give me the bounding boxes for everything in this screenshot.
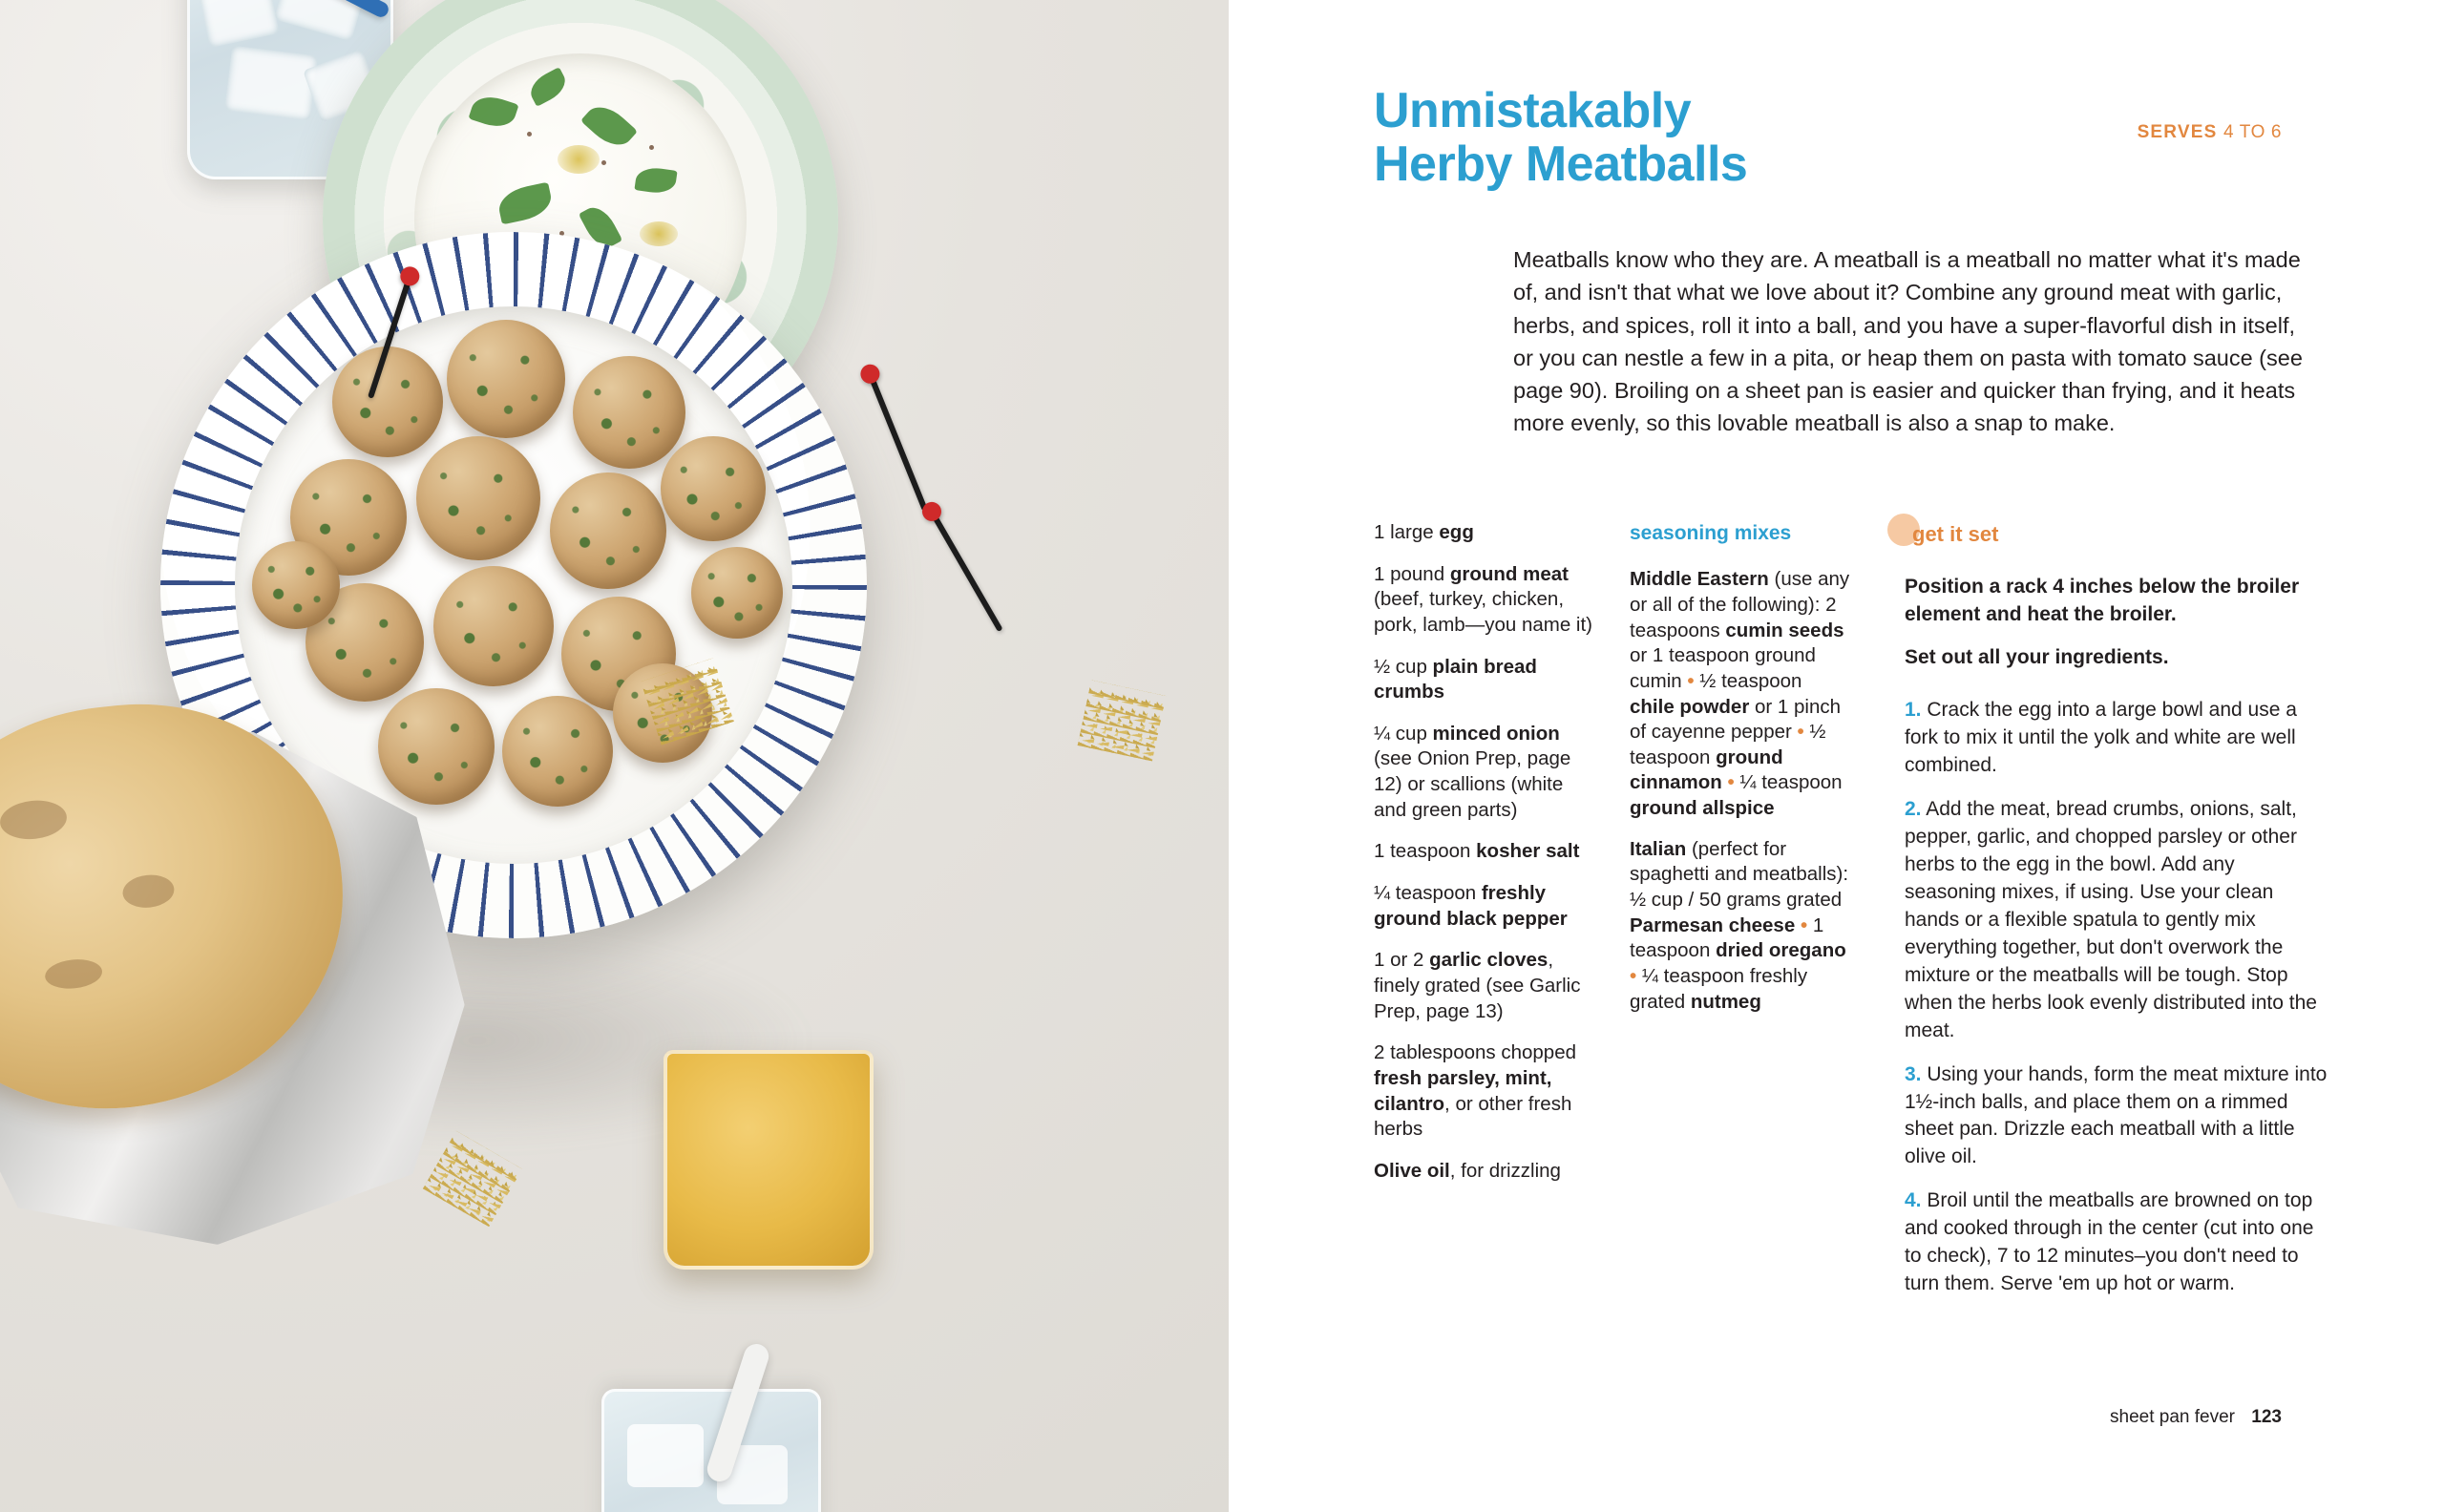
step-number: 3. — [1905, 1062, 1922, 1085]
list-item: ¼ cup minced onion (see Onion Prep, page 12) or scallions (white and green parts) — [1374, 722, 1571, 821]
list-item: 1 large egg — [1374, 521, 1474, 543]
step-number: 2. — [1905, 797, 1922, 820]
setup-line: Set out all your ingredients. — [1905, 645, 2169, 668]
seasoning-heading: seasoning mixes — [1630, 522, 1792, 544]
step-text: Broil until the meatballs are browned on top and cooked through in the center (cut into one to check), 7 to 12 minutes–you don't need to turn them. Serve 'em up hot or warm. — [1905, 1189, 2314, 1295]
list-item: 1 teaspoon kosher salt — [1374, 840, 1580, 863]
method-step — [1905, 697, 2328, 780]
list-item: 1 or 2 garlic cloves, finely grated (see Garlic Prep, page 13) — [1374, 949, 1581, 1022]
method-step — [1905, 796, 2328, 1045]
footer-chapter: sheet pan fever — [2110, 1407, 2236, 1427]
recipe-text-page — [1229, 0, 2444, 1512]
method-step — [1905, 1061, 2328, 1172]
serves-badge — [2138, 122, 2282, 143]
get-it-set-header — [1905, 520, 2328, 553]
list-item: ¼ teaspoon freshly ground black pepper — [1374, 882, 1568, 930]
serves-value: 4 TO 6 — [2223, 122, 2282, 142]
step-number: 4. — [1905, 1189, 1922, 1212]
honey-jar — [664, 1050, 874, 1270]
method-column — [1905, 520, 2328, 1314]
serves-label: SERVES — [2137, 122, 2218, 142]
get-it-set-label: get it set — [1912, 522, 1999, 546]
page-title — [1374, 84, 1908, 191]
recipe-intro: Meatballs know who they are. A meatball is a meatball no matter what it's made of, and isn't that what we love about it? Combine any ground meat with garlic, herbs, and spices, roll it into a ball, and you have a super-flavorful dish in itself, or you can nestle a few in a pita, or heap them on pasta with tomato sauce (see page 90). Broiling on a sheet pan is easier and quicker than frying, and it heats more evenly, so this lovable meatball is also a snap to make. — [1513, 247, 2303, 436]
second-iced-glass — [601, 1389, 821, 1512]
seasoning-mix-italian: Italian (perfect for spaghetti and meatballs): ½ cup / 50 grams grated Parmesan cheese • 1 teaspoon dried oregano • ¼ teaspoon freshly grated nutmeg — [1630, 837, 1849, 1013]
list-item: 2 tablespoons chopped fresh parsley, mint, cilantro, or other fresh herbs — [1374, 1041, 1577, 1141]
list-item: 1 pound ground meat (beef, turkey, chicken, pork, lamb—you name it) — [1374, 562, 1593, 636]
page-footer — [2110, 1407, 2282, 1428]
setup-line: Position a rack 4 inches below the broiler element and heat the broiler. — [1905, 576, 2300, 625]
list-item: ½ cup plain bread crumbs — [1374, 655, 1537, 704]
title-line-1: Unmistakably — [1374, 83, 1692, 138]
footer-page-number: 123 — [2251, 1407, 2282, 1427]
step-text: Add the meat, bread crumbs, onions, salt, pepper, garlic, and chopped parsley or other herbs to the egg in the bowl. Add any seasoning mixes, if using. Use your clean hands or a flexible spatula to gently mix everything together, but don't overwork the mixture or the meatballs will be tough. Stop when the herbs look evenly distributed into the meat. — [1905, 797, 2317, 1041]
list-item: Olive oil, for drizzling — [1374, 1159, 1561, 1182]
ingredients-list — [1374, 520, 1601, 1200]
seasoning-mix-middle-eastern: Middle Eastern (use any or all of the following): 2 teaspoons cumin seeds or 1 teaspoon ground cumin • ½ teaspoon chile powder or 1 pinch of cayenne pepper • ½ teaspoon ground cinnamon • ¼ teaspoon ground allspice — [1630, 568, 1850, 820]
step-number: 1. — [1905, 698, 1922, 721]
title-line-2: Herby Meatballs — [1374, 136, 1748, 193]
step-text: Using your hands, form the meat mixture into 1½-inch balls, and place them on a rimmed sheet pan. Drizzle each meatball with a little olive oil. — [1905, 1062, 2328, 1168]
step-text: Crack the egg into a large bowl and use a fork to mix it until the yolk and white are well combined. — [1905, 698, 2297, 776]
seasoning-mixes — [1630, 520, 1851, 1030]
method-step — [1905, 1187, 2328, 1298]
